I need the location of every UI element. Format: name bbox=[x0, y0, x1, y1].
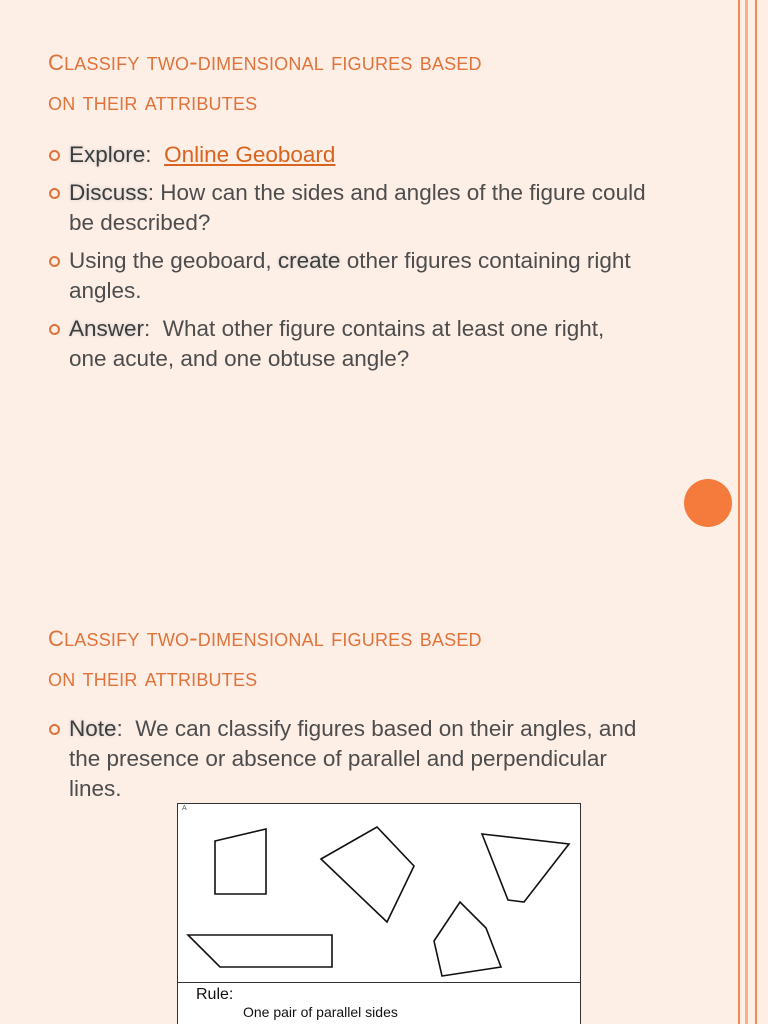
title-line-1: classify two-dimensional figures based bbox=[48, 618, 482, 653]
bullet-circle-icon bbox=[49, 150, 60, 161]
bullet-text: other figures containing right angles. bbox=[69, 248, 631, 303]
quadrilateral-shape bbox=[482, 834, 569, 902]
bullet-text: Using the geoboard, bbox=[69, 248, 278, 273]
bullet-circle-icon bbox=[49, 724, 60, 735]
figure-mark: A bbox=[182, 805, 187, 812]
bullet-answer: Answer: What other figure contains at least one right, one acute, and one obtuse angle? bbox=[48, 314, 648, 374]
rail-line bbox=[738, 0, 740, 1024]
keyword-create: create bbox=[277, 248, 341, 273]
rule-divider bbox=[178, 982, 580, 983]
parallelogram-shape bbox=[188, 935, 332, 967]
bullet-create bbox=[48, 246, 648, 306]
shapes-figure bbox=[177, 803, 581, 1024]
rule-text: One pair of parallel sides bbox=[243, 1004, 398, 1020]
keyword-explore: Explore bbox=[69, 142, 146, 167]
keyword-note: Note bbox=[69, 716, 117, 741]
title-line-2: on their attributes bbox=[48, 664, 258, 692]
rule-label: Rule: bbox=[196, 986, 234, 1003]
right-decorative-rail bbox=[735, 0, 768, 1024]
bullet-text: We can classify figures based on their angles, and the presence or absence of parallel and perpendicular lines. bbox=[69, 716, 637, 801]
shapes-drawing bbox=[178, 804, 580, 982]
title-line-1: classify two-dimensional figures based bbox=[48, 42, 482, 77]
bullet-circle-icon bbox=[49, 256, 60, 267]
trapezoid-shape bbox=[215, 829, 266, 894]
slide-2 bbox=[0, 580, 735, 1024]
kite-shape bbox=[321, 827, 414, 922]
slide-title bbox=[48, 40, 482, 122]
bullet-text: What other figure contains at least one right, one acute, and one obtuse angle? bbox=[69, 316, 605, 371]
rail-line bbox=[755, 0, 757, 1024]
bullet-circle-icon bbox=[49, 188, 60, 199]
bullet-note: Note: We can classify figures based on their angles, and the presence or absence of parallel and perpendicular lines. bbox=[48, 714, 648, 804]
keyword-answer: Answer bbox=[69, 316, 145, 341]
bullet-discuss: Discuss: How can the sides and angles of the figure could be described? bbox=[48, 178, 648, 238]
slide-title bbox=[48, 616, 482, 698]
pentagon-shape bbox=[434, 902, 501, 976]
keyword-discuss: Discuss bbox=[69, 180, 148, 205]
bullet-list bbox=[48, 714, 648, 812]
bullet-circle-icon bbox=[49, 324, 60, 335]
online-geoboard-link[interactable]: Online Geoboard bbox=[164, 142, 336, 167]
bullet-text: How can the sides and angles of the figure could be described? bbox=[69, 180, 646, 235]
rail-line bbox=[745, 0, 748, 1024]
orange-dot-decoration bbox=[684, 479, 732, 527]
bullet-list bbox=[48, 140, 648, 382]
bullet-explore: Explore: Online Geoboard bbox=[48, 140, 648, 170]
title-line-2: on their attributes bbox=[48, 88, 258, 116]
